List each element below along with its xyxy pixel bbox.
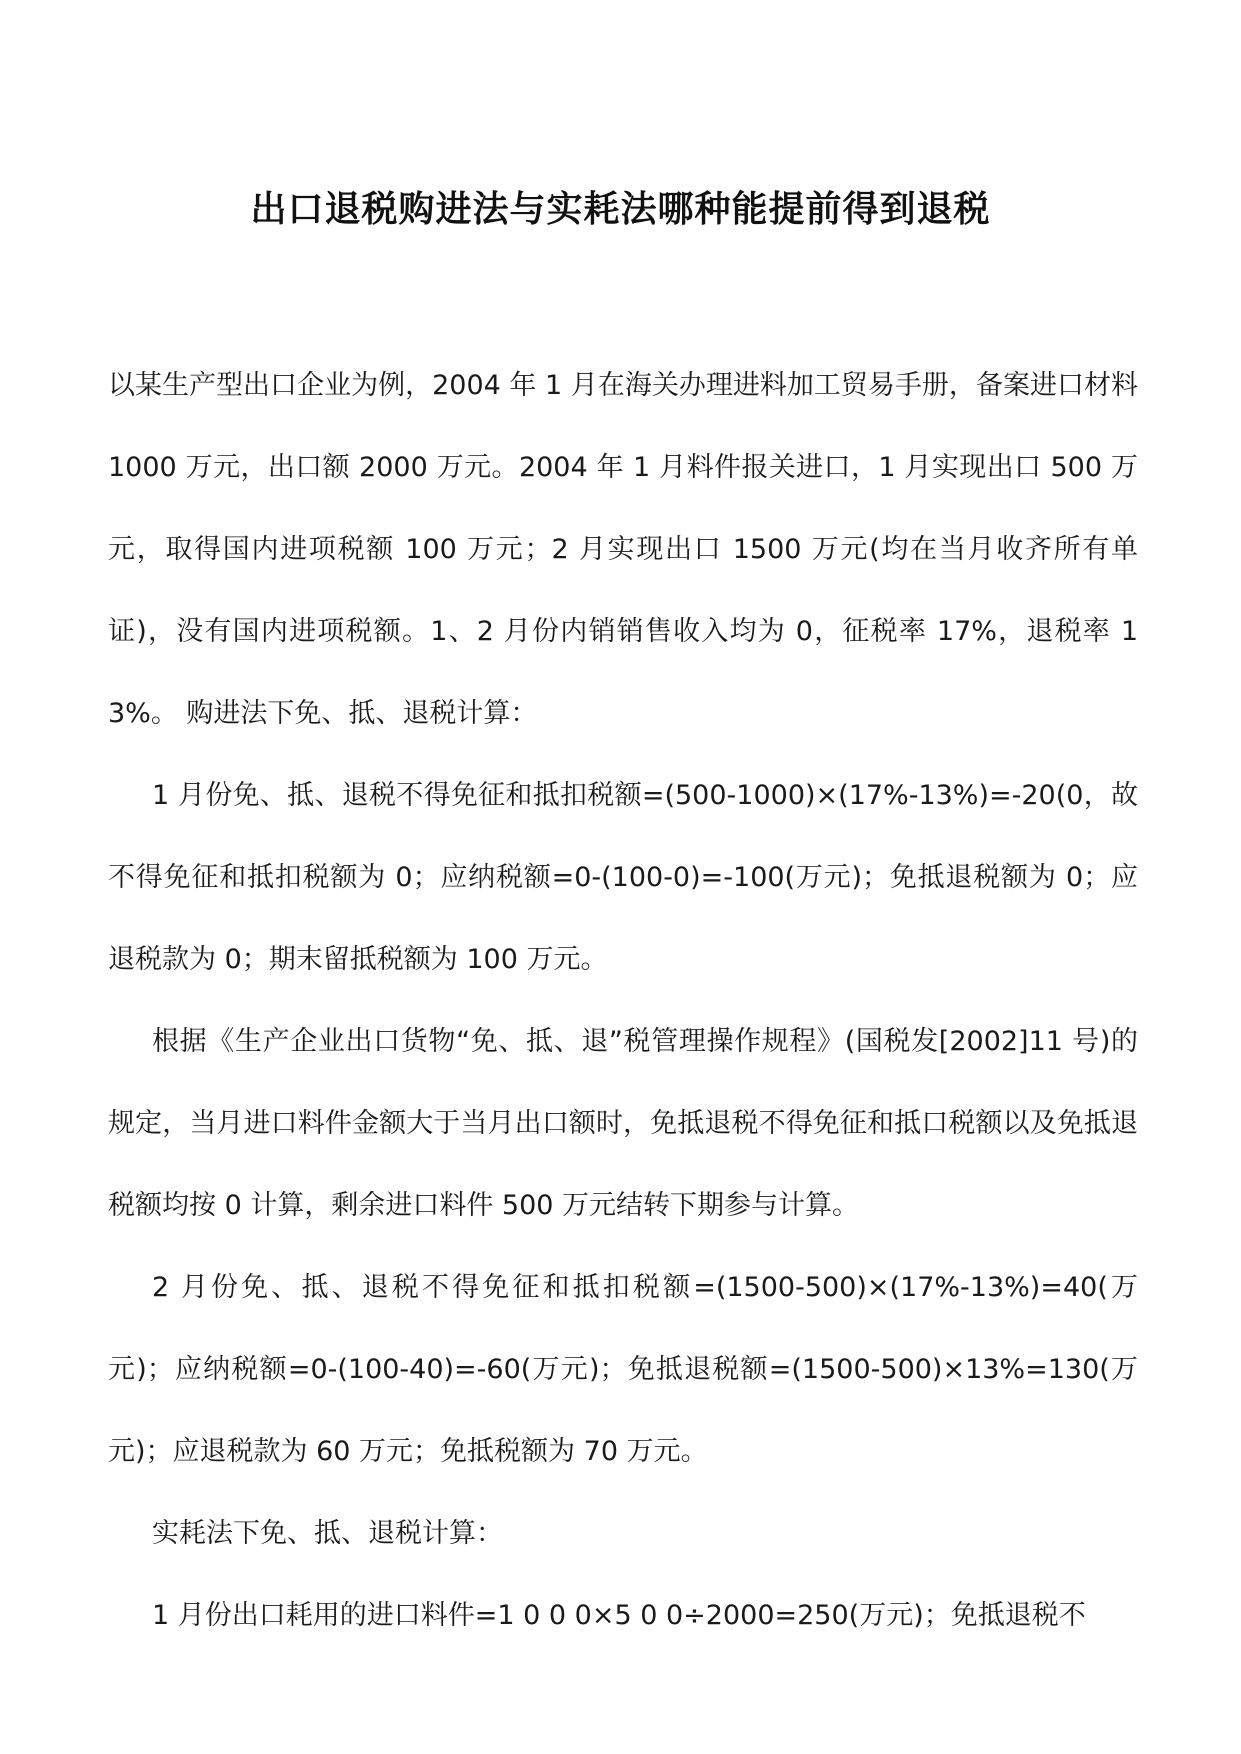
paragraph-consumption-january: 1 月份出口耗用的进口料件=1 0 0 0×5 0 0÷2000=250(万元)；免抵退税不: [152, 1600, 1086, 1631]
document-body: [108, 345, 1138, 1657]
paragraph-example-intro: 以某生产型出口企业为例，2004 年 1 月在海关办理进料加工贸易手册，备案进口材料 1000 万元，出口额 2000 万元。2004 年 1 月料件报关进口，1 月实现出口 500 万元，取得国内进项税额 100 万元；2 月实现出口 1500 万元(均在当月收齐所有单证)，没有国内进项税额。1、2 月份内销销售收入均为 0，征税率 17%，退税率 13%。 购进法下免、抵、退税计算：: [108, 370, 1138, 729]
document-title: 出口退税购进法与实耗法哪种能提前得到退税: [250, 188, 991, 231]
paragraph-regulation: 根据《生产企业出口货物“免、抵、退”税管理操作规程》(国税发[2002]11 号)的规定，当月进口料件金额大于当月出口额时，免抵退税不得免征和抵口税额以及免抵退税额均按 0 计算，剩余进口料件 500 万元结转下期参与计算。: [108, 1026, 1138, 1221]
paragraph-consumption-method-heading: 实耗法下免、抵、退税计算：: [152, 1518, 503, 1549]
paragraph-february-calc: 2 月份免、抵、退税不得免征和抵扣税额=(1500-500)×(17%-13%)=40(万元)；应纳税额=0-(100-40)=-60(万元)；免抵退税额=(1500-500)×13%=130(万元)；应退税款为 60 万元；免抵税额为 70 万元。: [108, 1272, 1138, 1467]
paragraph-january-calc: 1 月份免、抵、退税不得免征和抵扣税额=(500-1000)×(17%-13%)=-20(0，故不得免征和抵扣税额为 0；应纳税额=0-(100-0)=-100(万元)；免抵退税额为 0；应退税款为 0；期末留抵税额为 100 万元。: [108, 780, 1138, 975]
